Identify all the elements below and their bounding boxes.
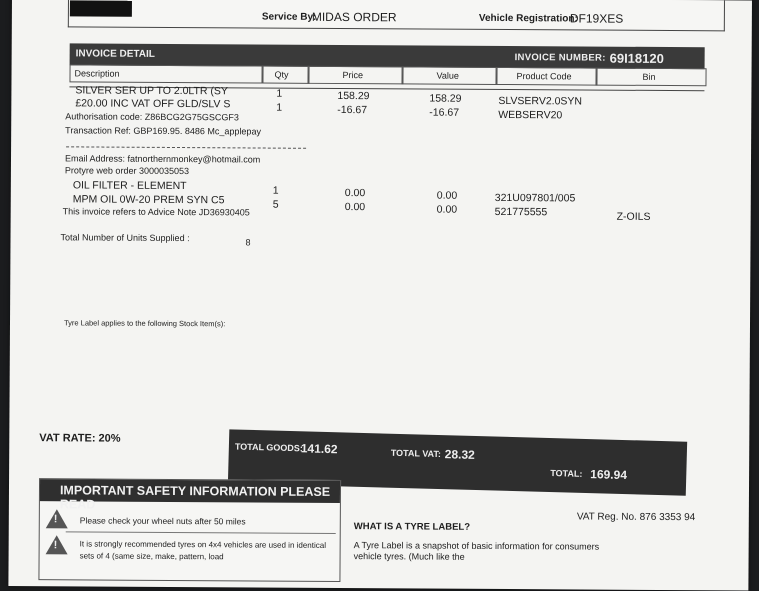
column-price-label: Price xyxy=(342,70,364,81)
column-header-product-code xyxy=(495,67,597,86)
warning-icon xyxy=(46,509,68,528)
column-qty-label: Qty xyxy=(274,69,289,80)
warning-icon xyxy=(46,535,68,554)
line-product-code: WEBSERV20 xyxy=(498,108,563,122)
tyre-label-answer-line2: vehicle tyres. (Much like the xyxy=(353,551,465,562)
line-qty: 1 xyxy=(276,101,283,114)
safety-divider xyxy=(66,531,336,534)
safety-title: IMPORTANT SAFETY INFORMATION PLEASE READ xyxy=(59,483,331,512)
line-price: -16.67 xyxy=(337,103,368,117)
line-price: 158.29 xyxy=(337,89,370,103)
tyre-label-note: Tyre Label applies to the following Stock Item(s): xyxy=(63,318,226,329)
vat-registration-number: VAT Reg. No. 876 3353 94 xyxy=(576,511,696,524)
column-header-value xyxy=(401,66,497,85)
line-product-code: SLVSERV2.0SYN xyxy=(498,94,583,108)
email-address: Email Address: fatnorthernmonkey@hotmail.com xyxy=(64,153,261,165)
line-description: OIL FILTER - ELEMENT xyxy=(72,179,187,193)
invoice-document xyxy=(8,0,752,591)
service-by-label: Service By: xyxy=(261,11,317,23)
safety-info-box xyxy=(38,478,341,582)
line-qty: 5 xyxy=(272,198,279,211)
vat-rate-value: 20% xyxy=(98,432,121,445)
total-label: TOTAL: xyxy=(550,468,583,479)
dashed-separator xyxy=(66,146,306,148)
invoice-number-value: 69I18120 xyxy=(609,50,664,66)
column-header-bin xyxy=(595,68,706,87)
line-price: 0.00 xyxy=(344,201,366,214)
line-qty: 1 xyxy=(272,184,279,197)
vat-rate-label: VAT RATE: xyxy=(39,432,96,445)
column-value-label: Value xyxy=(436,70,459,81)
vat-rate xyxy=(39,432,120,444)
tyre-label-answer xyxy=(354,540,634,564)
line-value: 0.00 xyxy=(436,203,458,216)
total-units-value: 8 xyxy=(245,237,251,248)
advice-note: This invoice refers to Advice Note JD36930405 xyxy=(62,206,250,218)
total-goods-label: TOTAL GOODS: xyxy=(234,441,304,454)
tyre-label-question: WHAT IS A TYRE LABEL? xyxy=(353,521,471,533)
authorisation-code: Authorisation code: Z86BCG2G75GSCGF3 xyxy=(65,111,239,123)
column-header-qty xyxy=(261,66,309,84)
line-value: 158.29 xyxy=(429,92,462,105)
vehicle-registration-value: DF19XES xyxy=(569,11,624,26)
safety-item-4x4-line2: sets of 4 (same size, make, pattern, load xyxy=(79,551,224,562)
total-units-label: Total Number of Units Supplied : xyxy=(60,232,190,244)
line-value: -16.67 xyxy=(429,106,460,119)
column-description-label: Description xyxy=(74,68,120,79)
total-vat-value: 28.32 xyxy=(444,447,475,462)
total-vat-label: TOTAL VAT: xyxy=(390,447,442,460)
line-bin: Z-OILS xyxy=(616,210,651,223)
redacted-block xyxy=(70,0,132,16)
line-description: SILVER SER UP TO 2.0LTR (SY xyxy=(75,84,228,98)
line-price: 0.00 xyxy=(344,187,366,200)
web-order: Protyre web order 3000035053 xyxy=(64,165,190,177)
safety-title-bar xyxy=(40,479,340,512)
tyre-label-answer-line1: A Tyre Label is a snapshot of basic information for consumers xyxy=(353,540,600,552)
line-product-code: 521775555 xyxy=(494,205,548,219)
total-value: 169.94 xyxy=(590,467,628,483)
column-bin-label: Bin xyxy=(642,71,656,82)
safety-item-4x4-line1: It is strongly recommended tyres on 4x4 vehicles are used in identical xyxy=(79,539,327,550)
service-by-value: MIDAS ORDER xyxy=(311,9,397,25)
line-product-code: 321U097801/005 xyxy=(494,191,576,205)
column-header-description xyxy=(69,64,263,83)
column-header-price xyxy=(307,66,403,85)
line-description: £20.00 INC VAT OFF GLD/SLV S xyxy=(75,97,231,111)
transaction-ref: Transaction Ref: GBP169.95. 8486 Mc_applepay xyxy=(65,125,262,137)
line-description: MPM OIL 0W-20 PREM SYN C5 xyxy=(72,193,225,207)
invoice-detail-title: INVOICE DETAIL xyxy=(75,48,155,60)
vehicle-registration-label: Vehicle Registration: xyxy=(478,12,578,25)
safety-item-wheel-nuts: Please check your wheel nuts after 50 miles xyxy=(79,515,246,527)
total-goods-value: 141.62 xyxy=(300,441,338,457)
line-qty: 1 xyxy=(276,87,283,100)
column-product-code-label: Product Code xyxy=(516,71,572,82)
invoice-number-label: INVOICE NUMBER: xyxy=(514,52,606,64)
line-value: 0.00 xyxy=(436,189,458,202)
